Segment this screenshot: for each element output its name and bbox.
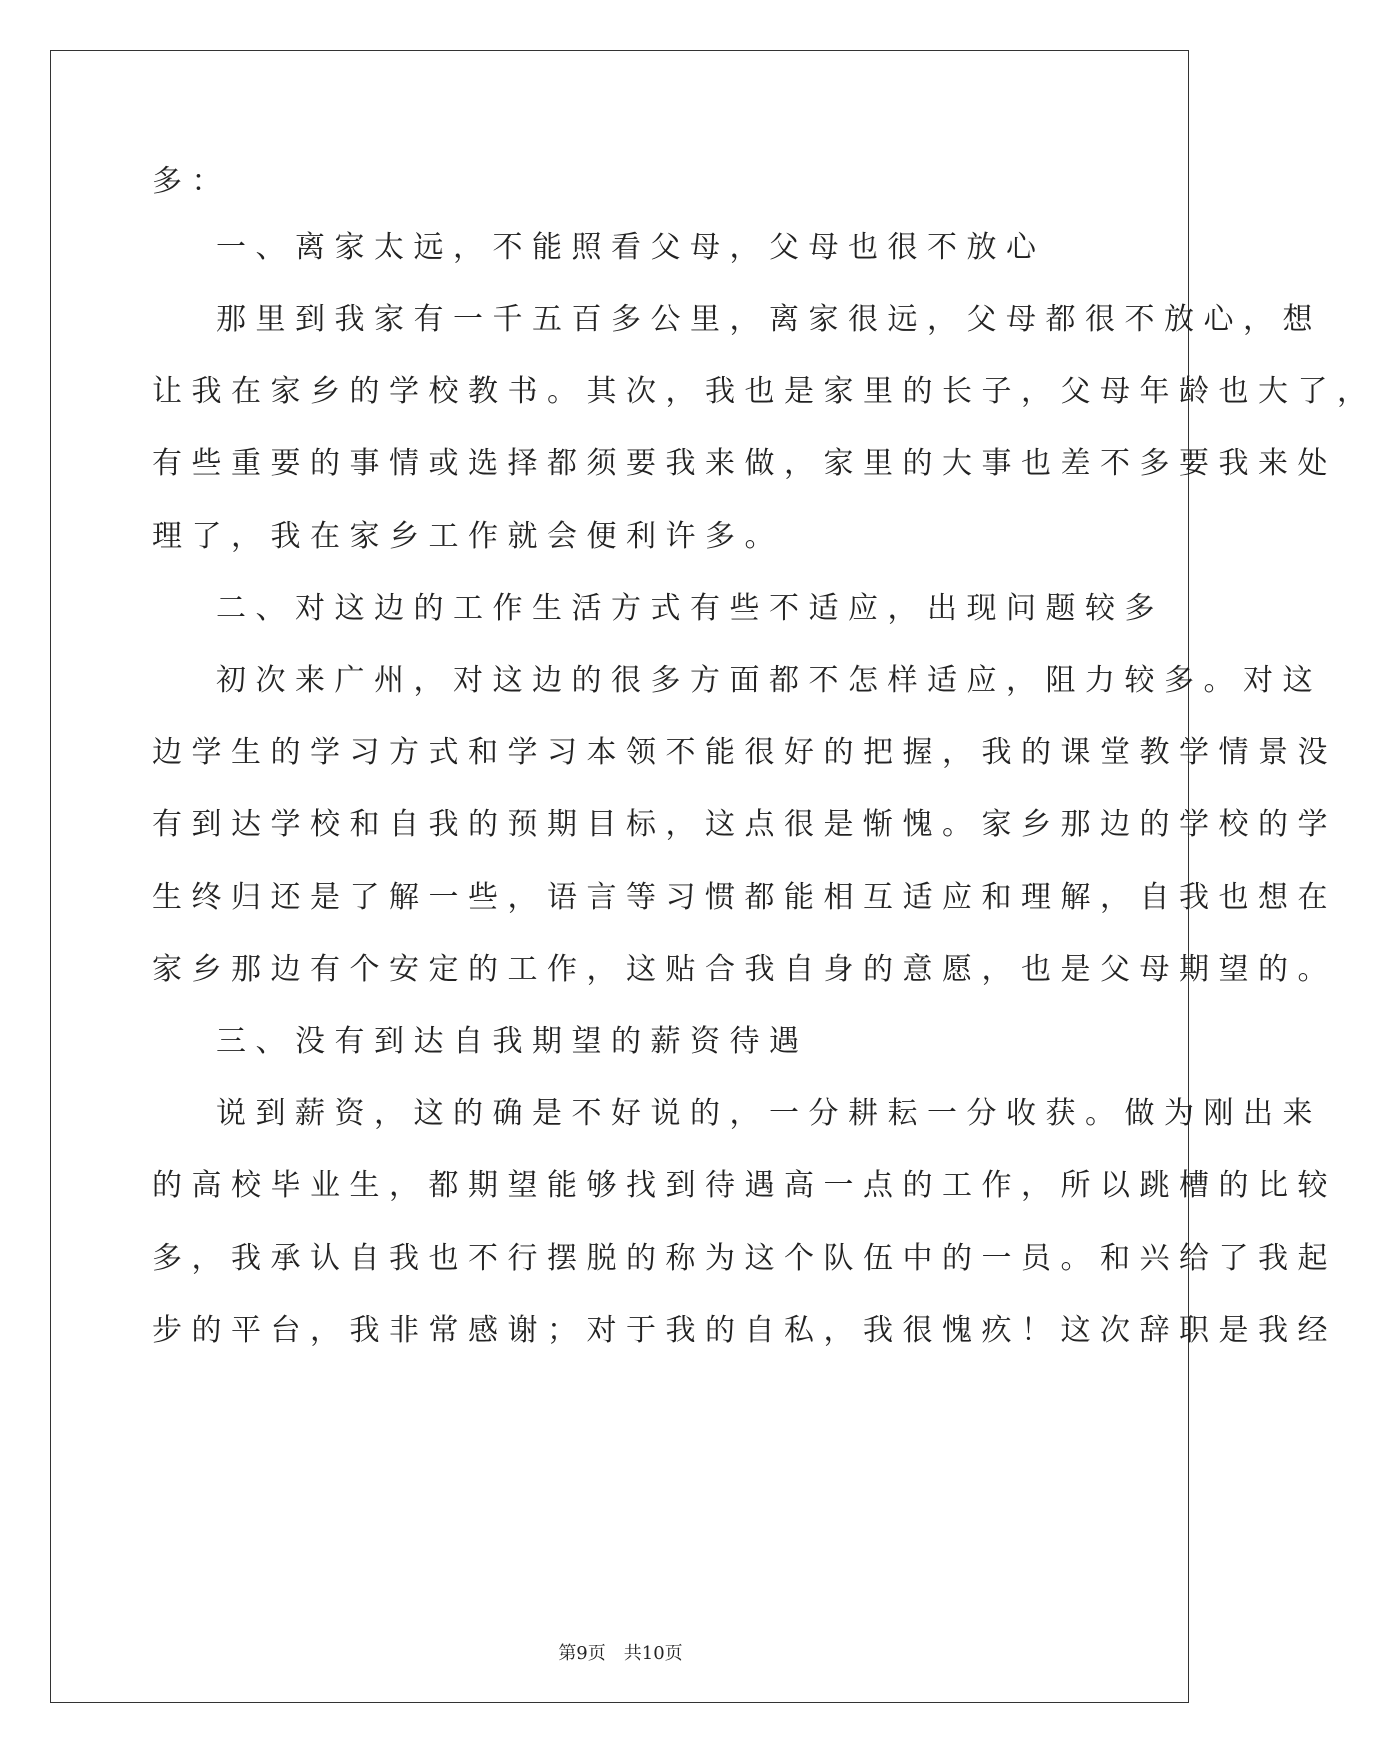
text-line: 有些重要的事情或选择都须要我来做，家里的大事也差不多要我来处 (152, 446, 1337, 481)
text-line: 的高校毕业生，都期望能够找到待遇高一点的工作，所以跳槽的比较 (152, 1168, 1337, 1203)
text-line: 多，我承认自我也不行摆脱的称为这个队伍中的一员。和兴给了我起 (152, 1241, 1337, 1276)
page-border (50, 50, 1189, 1703)
section-heading: 三、没有到达自我期望的薪资待遇 (216, 1024, 809, 1059)
text-line: 边学生的学习方式和学习本领不能很好的把握，我的课堂教学情景没 (152, 735, 1337, 770)
text-line: 生终归还是了解一些，语言等习惯都能相互适应和理解，自我也想在 (152, 880, 1337, 915)
page-footer (0, 1642, 1241, 1666)
section-heading: 二、对这边的工作生活方式有些不适应，出现问题较多 (216, 591, 1164, 626)
text-line: 步的平台，我非常感谢；对于我的自私，我很愧疚！这次辞职是我经 (152, 1313, 1337, 1348)
text-line: 家乡那边有个安定的工作，这贴合我自身的意愿，也是父母期望的。 (152, 952, 1337, 987)
section-heading: 一、离家太远，不能照看父母，父母也很不放心 (216, 230, 1046, 265)
text-line: 让我在家乡的学校教书。其次，我也是家里的长子，父母年龄也大了， (152, 374, 1377, 409)
page-number: 第9页 (558, 1643, 606, 1664)
text-line: 理了，我在家乡工作就会便利许多。 (152, 519, 784, 554)
text-line: 有到达学校和自我的预期目标，这点很是惭愧。家乡那边的学校的学 (152, 807, 1337, 842)
text-line: 那里到我家有一千五百多公里，离家很远，父母都很不放心，想 (216, 302, 1322, 337)
text-line: 说到薪资，这的确是不好说的，一分耕耘一分收获。做为刚出来 (216, 1096, 1322, 1131)
text-line: 多： (152, 164, 231, 199)
text-line: 初次来广州，对这边的很多方面都不怎样适应，阻力较多。对这 (216, 663, 1322, 698)
page-total: 共10页 (623, 1643, 683, 1664)
